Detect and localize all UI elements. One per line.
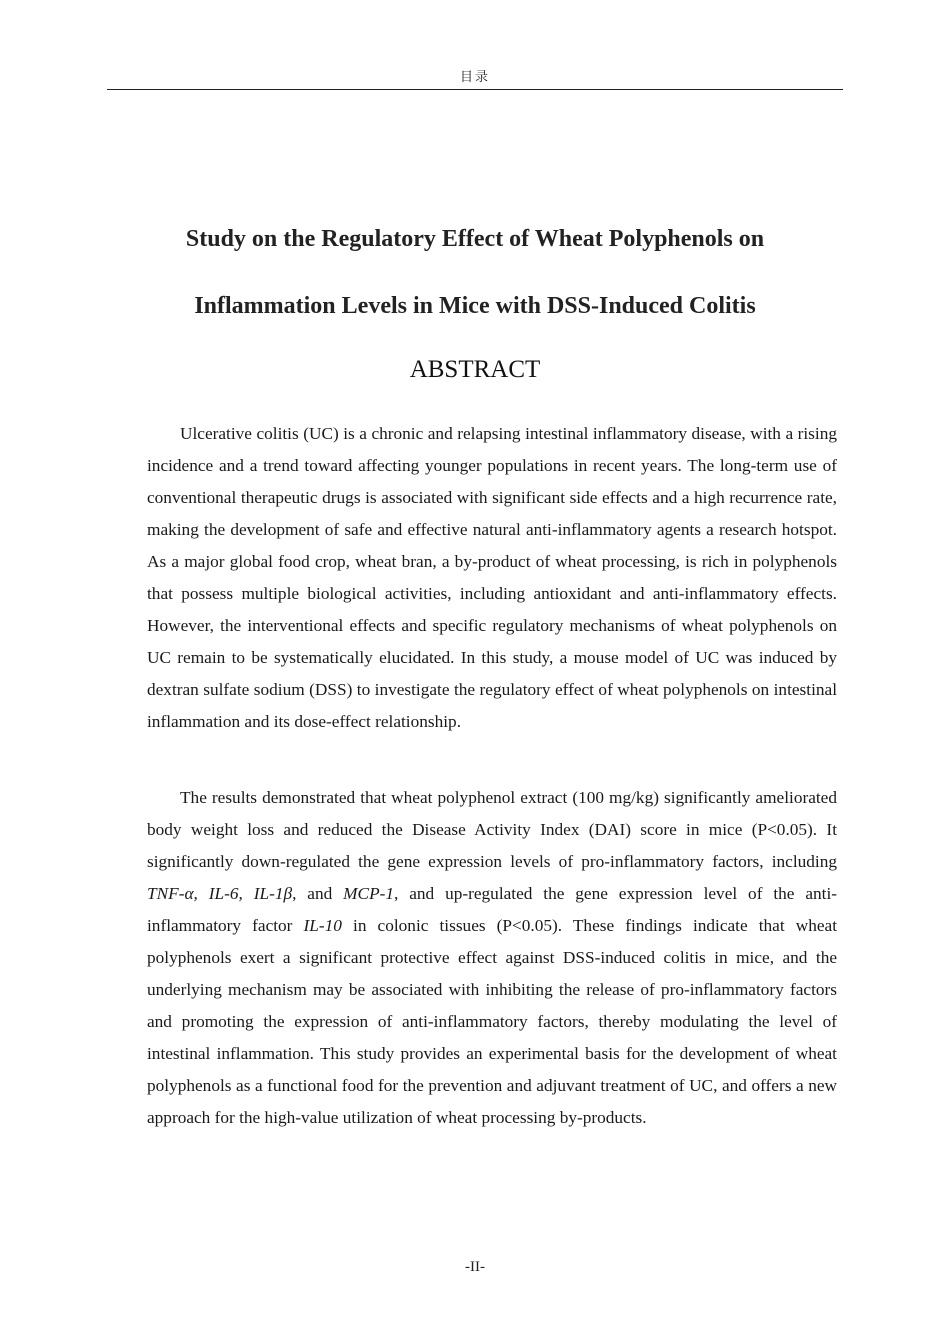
abstract-heading: ABSTRACT: [409, 356, 541, 383]
gene-separator: and: [296, 884, 344, 903]
gene-name-il-6: IL-6,: [208, 884, 243, 903]
gene-name-mcp-1: MCP-1: [343, 884, 395, 903]
gene-separator: [198, 884, 209, 903]
paragraph-2-text-part-2: , and up-regulated the gene expression level of the anti-inflammatory factor: [147, 884, 837, 935]
gene-name-il-10: IL-10: [303, 916, 342, 935]
gene-separator: [243, 884, 254, 903]
running-header: 目录: [107, 68, 843, 90]
gene-name-il-1-beta: IL-1β,: [253, 884, 297, 903]
abstract-paragraph-2: [147, 782, 837, 1134]
abstract-paragraph-1: Ulcerative colitis (UC) is a chronic and relapsing intestinal inflammatory disease, with a rising incidence and a trend toward affecting younger populations in recent years. The long-term use of conventional therapeutic drugs is associated with significant side effects and a high recurrence rate, making the development of safe and effective natural anti-inflammatory agents a research hotspot. As a major global food crop, wheat bran, a by-product of wheat processing, is rich in polyphenols that possess multiple biological activities, including antioxidant and anti-inflammatory effects. However, the interventional effects and specific regulatory mechanisms of wheat polyphenols on UC remain to be systematically elucidated. In this study, a mouse model of UC was induced by dextran sulfate sodium (DSS) to investigate the regulatory effect of wheat polyphenols on intestinal inflammation and its dose-effect relationship.: [147, 424, 837, 731]
paragraph-2-text-part-1: The results demonstrated that wheat polyphenol extract (100 mg/kg) significantly ameliorated body weight loss and reduced the Disease Activity Index (DAI) score in mice (P<0.05). It significantly down-regulated the gene expression levels of pro-inflammatory factors, including: [147, 788, 837, 871]
thesis-title-line-1: Study on the Regulatory Effect of Wheat Polyphenols on: [185, 226, 765, 252]
thesis-title: [60, 206, 890, 340]
gene-name-tnf-alpha: TNF-α,: [147, 884, 198, 903]
page-number: -II-: [465, 1259, 485, 1275]
paragraph-2-text-part-3: in colonic tissues (P<0.05). These findings indicate that wheat polyphenols exert a significant protective effect against DSS-induced colitis in mice, and the underlying mechanism may be associated with inhibiting the release of pro-inflammatory factors and promoting the expression of anti-inflammatory factors, thereby modulating the level of intestinal inflammation. This study provides an experimental basis for the development of wheat polyphenols as a functional food for the prevention and adjuvant treatment of UC, and offers a new approach for the high-value utilization of wheat processing by-products.: [147, 916, 837, 1127]
thesis-title-line-2: Inflammation Levels in Mice with DSS-Induced Colitis: [194, 293, 756, 319]
